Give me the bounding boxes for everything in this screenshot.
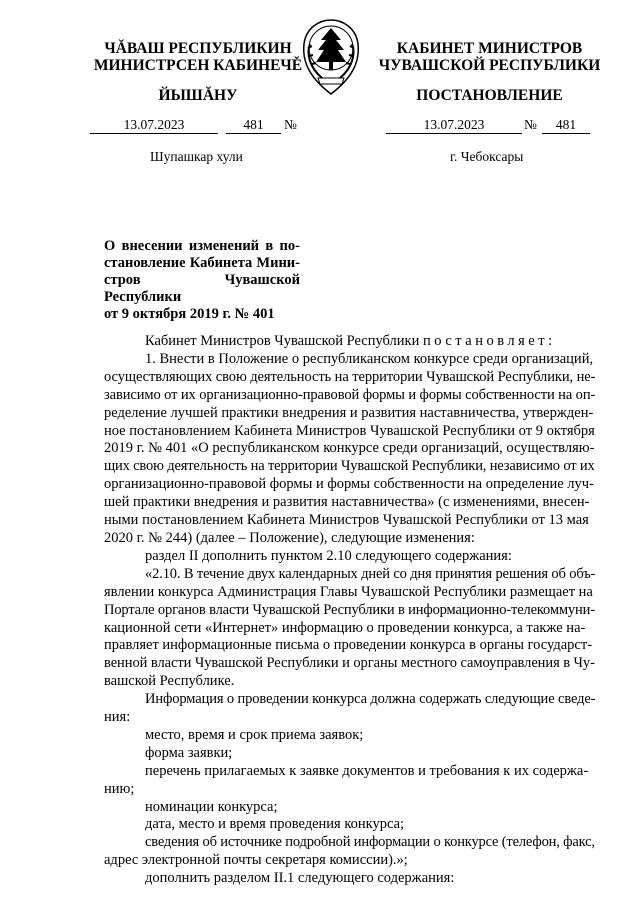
left-date-underline	[90, 119, 218, 134]
body-line: шей практики внедрения и развития наставничества» (с изменениями, внесен-	[104, 494, 590, 511]
header-right-line1: КАБИНЕТ МИНИСТРОВ	[396, 40, 583, 57]
right-number-underline	[542, 119, 590, 134]
chuvash-emblem-icon	[296, 18, 366, 98]
left-number-underline	[226, 119, 281, 134]
body-line: дополнить разделом II.1 следующего содержания:	[145, 870, 455, 887]
title-line: О внесении изменений в по-	[104, 238, 300, 254]
right-date: 13.07.2023	[423, 117, 485, 132]
document-body	[104, 333, 595, 888]
body-line: ное постановлением Кабинета Министров Чувашской Республики от 9 октября	[104, 422, 595, 439]
header-right-doc-type: ПОСТАНОВЛЕНИЕ	[416, 87, 563, 104]
header-left-doc-type: ЙЫШĂНУ	[158, 87, 238, 104]
body-line: Портале органов власти Чувашской Республики в информационно-телекоммуни-	[104, 601, 595, 618]
body-line: 2019 г. № 401 «О республиканском конкурсе среди организаций, осуществляю-	[104, 440, 595, 457]
document-title	[104, 238, 300, 323]
body-line: место, время и срок приема заявок;	[145, 726, 364, 743]
body-line: зависимо от их организационно-правовой формы и формы собственности на оп-	[104, 386, 596, 403]
body-line: организационно-правовой формы и формы собственности на определение луч-	[104, 476, 594, 493]
body-line: 1. Внести в Положение о республиканском конкурсе среди организаций,	[145, 350, 594, 367]
title-line: стров Чувашской Республики	[104, 272, 300, 305]
body-line: раздел II дополнить пунктом 2.10 следующего содержания:	[145, 547, 512, 564]
body-intro-spaced: постановляет:	[422, 333, 556, 349]
left-date: 13.07.2023	[123, 117, 185, 132]
header-left	[78, 40, 318, 74]
body-line: венной власти Чувашской Республики и органы местного самоуправления в Чу-	[104, 655, 595, 672]
body-line: правляет информационные письма о проведении конкурса в органы государст-	[104, 637, 593, 654]
body-line: дата, место и время проведения конкурса;	[145, 816, 405, 833]
body-line: 2020 г. № 244) (далее – Положение), следующие изменения:	[104, 529, 475, 546]
header-right-line2: ЧУВАШСКОЙ РЕСПУБЛИКИ	[378, 57, 601, 74]
body-line: сведения об источнике подробной информации о конкурсе (телефон, факс,	[145, 834, 595, 851]
body-line: номинации конкурса;	[145, 798, 278, 815]
title-line: становление Кабинета Мини-	[104, 255, 300, 271]
body-line: перечень прилагаемых к заявке документов и требования к их содержа-	[145, 762, 589, 779]
body-line: форма заявки;	[145, 744, 233, 761]
body-line: Информация о проведении конкурса должна содержать следующие сведе-	[145, 691, 596, 708]
body-line: ределение лучшей практики внедрения и развития наставничества, утвержден-	[104, 404, 594, 421]
body-line: щих свою деятельность на территории Чувашской Республики, независимо от их	[104, 458, 595, 475]
body-line: нию;	[104, 780, 135, 797]
left-number: 481	[243, 117, 264, 132]
body-intro: Кабинет Министров Чувашской Республики постановляет:	[145, 333, 556, 349]
body-line: ными постановлением Кабинета Министров Чувашской Республики от 13 мая	[104, 512, 589, 529]
right-date-underline	[386, 119, 522, 134]
left-number-sign: №	[284, 117, 297, 132]
header-left-line1: ЧĂВАШ РЕСПУБЛИКИН	[104, 40, 292, 57]
right-city: г. Чебоксары	[450, 149, 524, 164]
right-number: 481	[555, 117, 577, 132]
body-line: осуществляющих свою деятельность на территории Чувашской Республики, не-	[104, 368, 596, 385]
body-line: «2.10. В течение двух календарных дней со дня принятия решения об объ-	[145, 565, 596, 582]
body-line: вашской Республике.	[104, 673, 235, 690]
body-line: ния:	[104, 709, 131, 726]
header-right	[372, 40, 607, 74]
title-line: от 9 октября 2019 г. № 401	[104, 306, 275, 322]
body-line: кационной сети «Интернет» информацию о проведении конкурса, а также на-	[104, 619, 586, 636]
body-line: адрес электронной почты секретаря комиссии).»;	[104, 852, 408, 869]
right-number-sign: №	[524, 117, 537, 132]
left-city: Шупашкар хули	[150, 149, 243, 164]
body-line: явлении конкурса Администрация Главы Чувашской Республики размещает на	[104, 583, 593, 600]
header-left-line2: МИНИСТРСЕН КАБИНЕЧĚ	[93, 57, 303, 74]
